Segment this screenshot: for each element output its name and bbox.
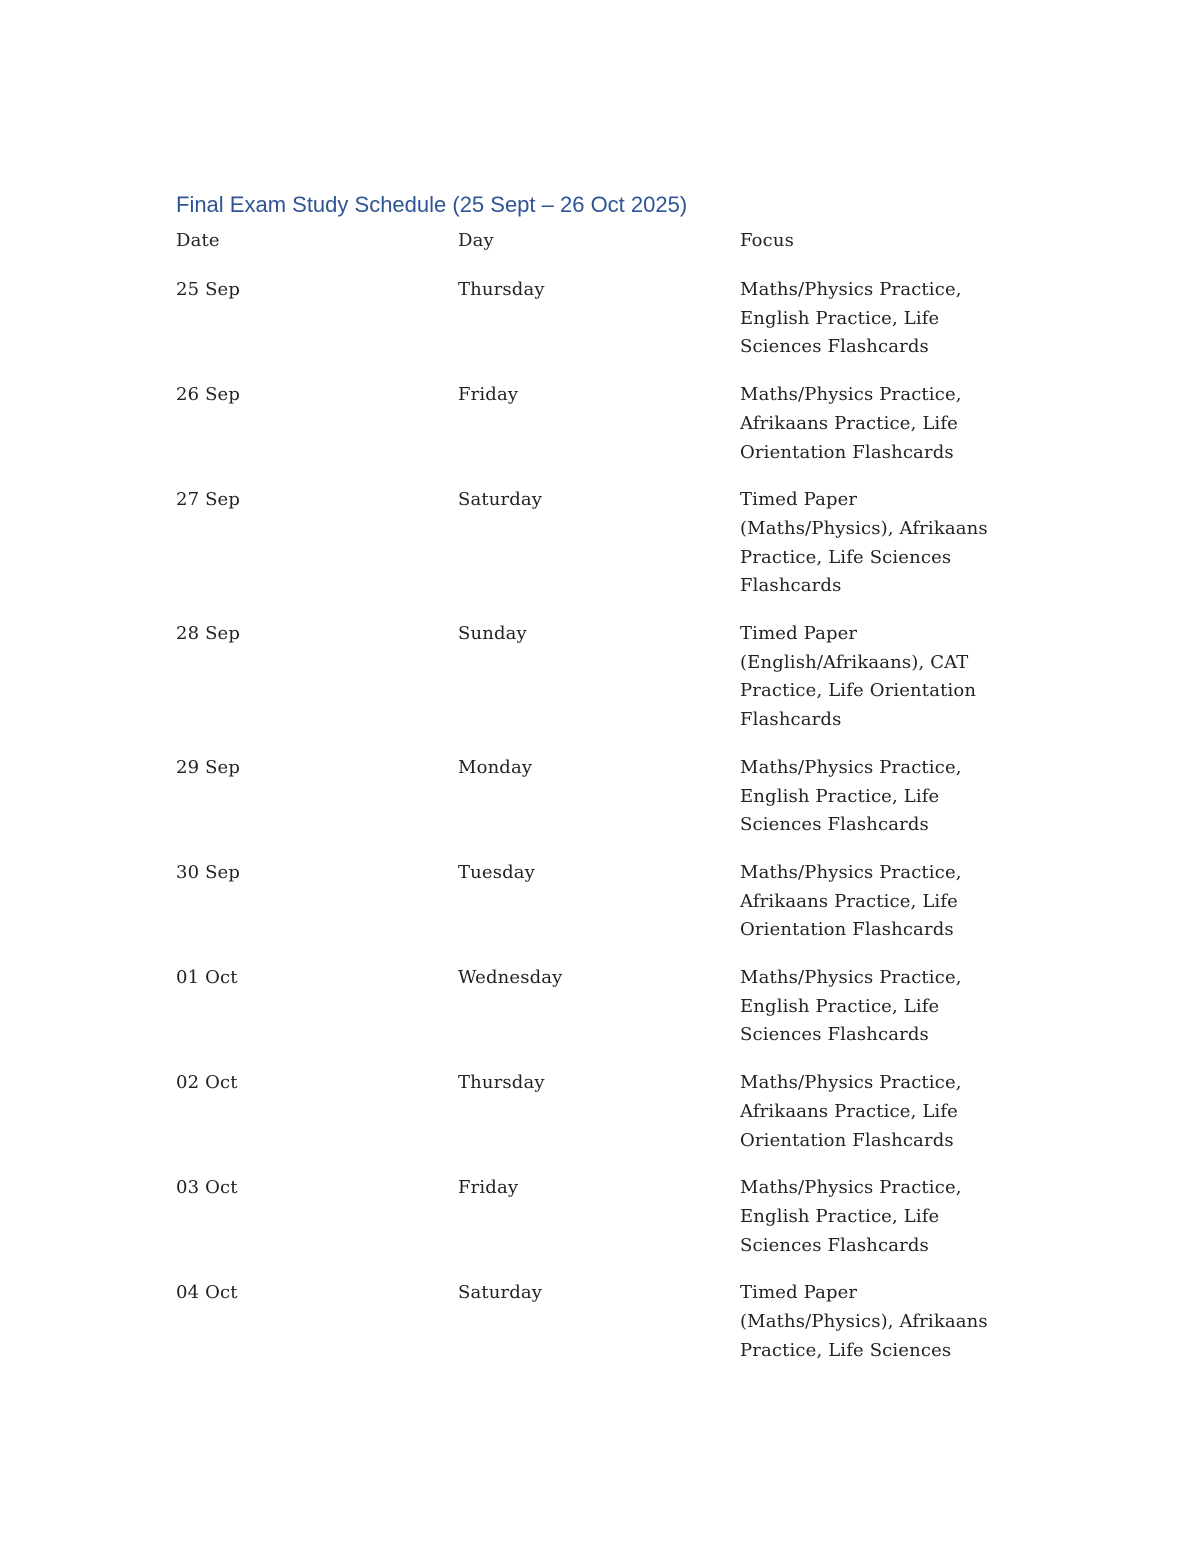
- cell-focus: [740, 620, 1020, 735]
- focus-line: Maths/Physics Practice,: [740, 967, 962, 989]
- cell-day: Monday: [458, 756, 533, 778]
- focus-line: Maths/Physics Practice,: [740, 384, 962, 406]
- focus-line: Maths/Physics Practice,: [740, 279, 962, 300]
- focus-line: Timed Paper: [740, 489, 858, 511]
- focus-line: Practice, Life Sciences: [740, 1339, 952, 1361]
- focus-line: Afrikaans Practice, Life: [740, 1100, 958, 1122]
- column-header-day: Day: [458, 230, 494, 251]
- cell-date: 27 Sep: [176, 489, 241, 511]
- focus-line: Orientation Flashcards: [740, 919, 954, 941]
- cell-day: Thursday: [458, 1072, 545, 1094]
- table-header-row: [176, 227, 1036, 276]
- table-row: [176, 964, 1036, 1050]
- page-title: Final Exam Study Schedule (25 Sept – 26 Oct 2025): [176, 192, 688, 217]
- focus-line: English Practice, Life: [740, 995, 940, 1017]
- table-row: [176, 1069, 1036, 1155]
- table-row: [176, 754, 1036, 840]
- focus-line: Timed Paper: [740, 623, 858, 645]
- cell-focus: [740, 381, 1020, 467]
- cell-focus: [740, 754, 1020, 840]
- focus-line: Sciences Flashcards: [740, 336, 929, 358]
- cell-focus: [740, 1174, 1020, 1260]
- focus-line: (English/Afrikaans), CAT: [740, 651, 969, 673]
- focus-line: Flashcards: [740, 709, 842, 731]
- focus-line: Sciences Flashcards: [740, 1024, 929, 1046]
- table-row: [176, 276, 1036, 362]
- focus-line: Afrikaans Practice, Life: [740, 890, 958, 912]
- cell-date: 02 Oct: [176, 1072, 238, 1094]
- cell-day: Friday: [458, 384, 519, 406]
- table-body: [176, 276, 1036, 1366]
- focus-line: Flashcards: [740, 575, 842, 597]
- cell-focus: [740, 859, 1020, 945]
- focus-line: Orientation Flashcards: [740, 441, 954, 463]
- cell-focus: [740, 1279, 1020, 1365]
- cell-focus: [740, 276, 1020, 362]
- focus-line: Timed Paper: [740, 1282, 858, 1304]
- focus-line: Practice, Life Sciences: [740, 546, 952, 568]
- focus-line: English Practice, Life: [740, 785, 940, 807]
- cell-date: 26 Sep: [176, 384, 241, 406]
- cell-date: 04 Oct: [176, 1282, 238, 1304]
- cell-day: Sunday: [458, 623, 527, 645]
- cell-day: Thursday: [458, 279, 545, 300]
- cell-day: Wednesday: [458, 967, 563, 989]
- column-header-date: Date: [176, 230, 220, 251]
- cell-focus: [740, 964, 1020, 1050]
- focus-line: Orientation Flashcards: [740, 1129, 954, 1151]
- focus-line: Maths/Physics Practice,: [740, 1177, 962, 1199]
- focus-line: Maths/Physics Practice,: [740, 1072, 962, 1094]
- focus-line: Practice, Life Orientation: [740, 680, 977, 702]
- column-header-focus: Focus: [740, 230, 795, 251]
- table-row: [176, 859, 1036, 945]
- focus-line: (Maths/Physics), Afrikaans: [740, 1311, 988, 1333]
- focus-line: Afrikaans Practice, Life: [740, 412, 958, 434]
- table-row: [176, 1174, 1036, 1260]
- cell-focus: [740, 1069, 1020, 1155]
- focus-line: Sciences Flashcards: [740, 1234, 929, 1256]
- cell-day: Friday: [458, 1177, 519, 1199]
- schedule-table: [176, 227, 1036, 1385]
- cell-day: Saturday: [458, 489, 543, 511]
- focus-line: Maths/Physics Practice,: [740, 756, 962, 778]
- cell-date: 03 Oct: [176, 1177, 238, 1199]
- table-row: [176, 1279, 1036, 1365]
- cell-date: 28 Sep: [176, 623, 241, 645]
- cell-date: 25 Sep: [176, 279, 241, 300]
- focus-line: (Maths/Physics), Afrikaans: [740, 517, 988, 539]
- table-row: [176, 381, 1036, 467]
- focus-line: English Practice, Life: [740, 1205, 940, 1227]
- cell-day: Saturday: [458, 1282, 543, 1304]
- table-row: [176, 486, 1036, 601]
- focus-line: Maths/Physics Practice,: [740, 861, 962, 883]
- cell-date: 01 Oct: [176, 967, 238, 989]
- cell-date: 29 Sep: [176, 756, 241, 778]
- table-row: [176, 620, 1036, 735]
- cell-focus: [740, 486, 1020, 601]
- cell-day: Tuesday: [458, 861, 535, 883]
- cell-date: 30 Sep: [176, 861, 241, 883]
- focus-line: Sciences Flashcards: [740, 814, 929, 836]
- focus-line: English Practice, Life: [740, 307, 940, 329]
